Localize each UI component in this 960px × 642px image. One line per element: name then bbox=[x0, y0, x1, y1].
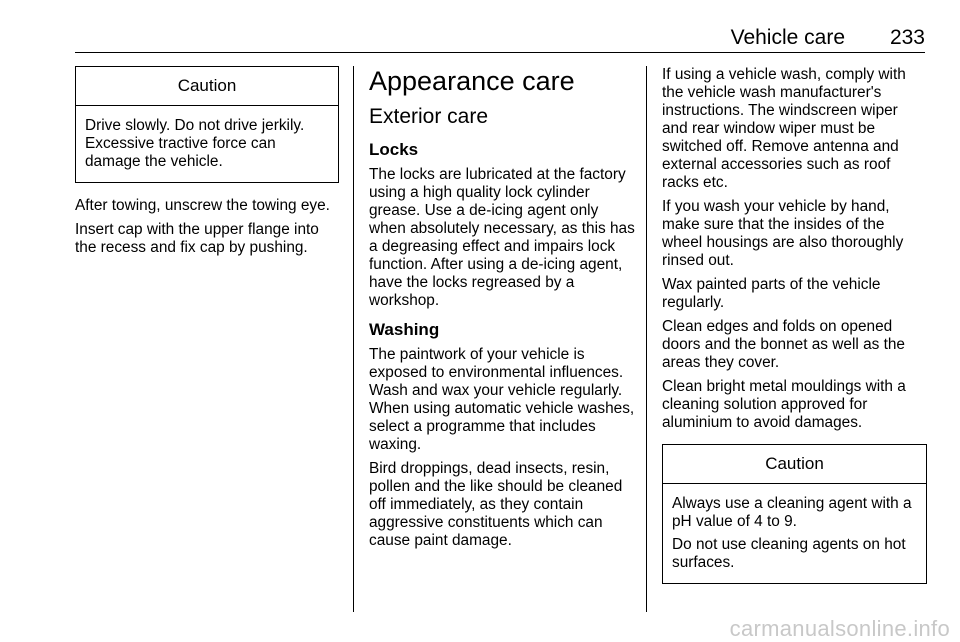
paragraph: Clean edges and folds on opened doors and the bonnet as well as the areas they cover. bbox=[662, 318, 905, 371]
section-title: Vehicle care bbox=[730, 26, 845, 49]
caution-body bbox=[76, 106, 338, 182]
column-right bbox=[662, 66, 927, 598]
caution-body bbox=[663, 484, 926, 583]
section-heading: Appearance care bbox=[369, 66, 575, 96]
locks-heading: Locks bbox=[369, 140, 419, 159]
page-header bbox=[75, 24, 925, 53]
paragraph: After towing, unscrew the towing eye. bbox=[75, 197, 330, 214]
paragraph: Insert cap with the upper flange into the recess and fix cap by pushing. bbox=[75, 221, 319, 256]
paragraph: The paintwork of your vehicle is exposed to environmental influences. Wash and wax your vehicle regularly. When using automatic vehicle washes, select a programme that includes waxing. bbox=[369, 346, 635, 453]
paragraph: Clean bright metal mouldings with a cleaning solution approved for aluminium to avoid damages. bbox=[662, 378, 906, 431]
column-left bbox=[75, 66, 339, 263]
caution-text: Always use a cleaning agent with a pH value of 4 to 9. bbox=[672, 495, 912, 530]
column-divider bbox=[646, 66, 647, 612]
caution-box bbox=[75, 66, 339, 183]
caution-text: Do not use cleaning agents on hot surfaces. bbox=[672, 536, 906, 571]
watermark: carmanualsonline.info bbox=[729, 616, 950, 641]
paragraph: Wax painted parts of the vehicle regularly. bbox=[662, 276, 881, 311]
washing-heading: Washing bbox=[369, 320, 440, 339]
caution-box bbox=[662, 444, 927, 584]
caution-title: Caution bbox=[663, 445, 926, 484]
page-number: 233 bbox=[889, 26, 925, 49]
paragraph: If you wash your vehicle by hand, make sure that the insides of the wheel housings are also thoroughly rinsed out. bbox=[662, 198, 904, 269]
paragraph: The locks are lubricated at the factory using a high quality lock cylinder grease. Use a de-icing agent only when absolutely necessary, as this has a degreasing effect and impairs lock function. After using a de-icing agent, have the locks regreased by a workshop. bbox=[369, 166, 635, 309]
subsection-heading: Exterior care bbox=[369, 105, 489, 128]
paragraph: Bird droppings, dead insects, resin, pollen and the like should be cleaned off immediately, as they contain aggressive constituents which can cause paint damage. bbox=[369, 460, 623, 549]
column-divider bbox=[353, 66, 354, 612]
caution-title: Caution bbox=[76, 67, 338, 106]
caution-text: Drive slowly. Do not drive jerkily. Excessive tractive force can damage the vehicle. bbox=[85, 117, 305, 170]
column-middle bbox=[369, 66, 637, 556]
paragraph: If using a vehicle wash, comply with the vehicle wash manufacturer's instructions. The windscreen wiper and rear window wiper must be switched off. Remove antenna and external accessories such as roof racks etc. bbox=[662, 66, 906, 191]
